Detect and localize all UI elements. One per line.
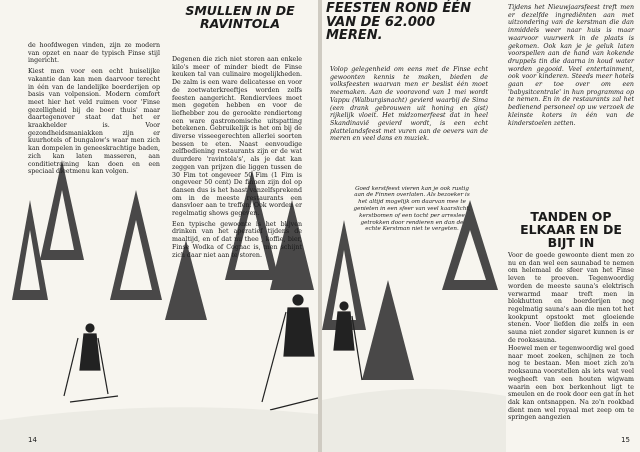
ravintola-column [172, 56, 302, 262]
paragraph: Degenen die zich niet storen aan enkele kilo's meer of minder biedt de Finse keuken tal van culinaire mogelijkheden. De zalm is een ware delicatesse en voor de zoetwaterkreeftjes worden zelfs feesten aangericht. Rendiervlees moet men gegeten hebben en voor de liefhebber zou de gerookte rendiertong een ware gastronomische uitspatting betekenen. Gebruikelijk is het om bij de diverse visseegerechten allerlei soorten bessen te eten. Naast eenvoudige zelfbediening restaurants zijn er de wat duurdere 'ravintola's', als je dat kan zeggen van prijzen die liggen tussen de 30 Fim tot ongeveer 50 Fim (1 Fim is ongeveer 50 cent) De finnen zijn dol op dansen dus is het haast vanzelfsprekend om in de meeste restaurants een dansvloer aan te treffen. Ook worden er regelmatig shows gegeven. [172, 56, 302, 218]
paragraph: Kiest men voor een echt huiselijke vakantie dan kan men daarvoor terecht in één van de landelijke boerderijen op basis van volpension. Modern comfort meet hier het veld ruimen voor 'Finse gezelligheid bij de boer thuis' maar daartegenover staat dat het er kraakhelder is. Voor gezondheidsmaniakken zijn er kuurhotels of bungalow's waar men zich kan dompelen in geneeskrachtige baden, zich kan laten masseren, aan conditietraining kan doen en een speciaal dieetmenu kan volgen. [28, 68, 160, 176]
skier-center-skis [270, 398, 318, 410]
rooksauna-column: Hoewel men er tegenwoordig wel goed naar moet zoeken, schijnen ze toch nog te bestaan. Men moet zich zo'n rooksauna voorstellen als iets wat veel wegheeft van een houten wigwam waarin een box berkenhout ligt te smeulen en de rook door een gat in het dak kan ontsnappen. Na zo'n rookbad dient men wel royaal met zeep om te springen aangezien [508, 345, 634, 422]
left-page [0, 0, 318, 452]
section-headline-ravintola: SMULLEN IN DE RAVINTOLA [185, 3, 295, 32]
photo-caption: Goed kerstfeest vieren kan je ook rustig aan de Finnen overlaten. Als bezoeker is het altijd mogelijk om daarvan mee te genieten in een sfeer van veel kaarslicht, kerstbomen of een tocht per arreslee getrokken door rendieren en dan de echte Kerstman niet te vergeten. [353, 185, 471, 233]
figure-head [340, 302, 348, 310]
sauna-column: Voor de goede gewoonte dient men zo nu en dan wel een saunabad te nemen om helemaal de sfeer van het Finse leven te proeven. Tegenwoordig worden de meeste sauna's elektrisch verwarmd maar treft men in blokhutten en boerderijen nog regelmatig sauna's aan die men tot het kookpunt opstookt met gloeiende stenen. Voor liefden die zelfs in een sauna niet zonder sigaret kunnen is er de rookasauna. [508, 252, 634, 344]
feesten-column: Volop gelegenheid om eens met de Finse echt gewoonten kennis te maken, bieden de volksfeesten waarvan men er beslist één moet meemaken. Aan de vooravond van 1 mei wordt Vappu (Walburgisnacht) gevierd waarbij de Sima (een drank gebrouwen uit honing en gist) rijkelijk vloeit. Het midzomerfeest dat in heel Skandinavië gevierd wordt, is een echt plattelandsfeest met vuren aan de oevers van de meren en veel dans en muziek. [330, 66, 488, 143]
section-headline-feesten: FEESTEN ROND ÉÉN VAN DE 62.000 MEREN. [326, 1, 472, 44]
page-number: 15 [621, 436, 630, 444]
page-number: 14 [28, 436, 37, 444]
tree-3 [362, 280, 414, 380]
paragraph: de hoofdwegen vinden, zijn ze modern van opzet en naar de typisch Finse stijl ingericht. [28, 42, 160, 65]
nieuwjaar-column: Tijdens het Nieuwjaarsfeest treft men er dezelfde ingrediënten aan met uitzondering van de kerstman die dan inmiddels weer naar huis is maar waarvoor vuurwerk in de plaats is gekomen. Ook kan je je geluk laten voorspellen aan de hand van kokende druppels tin die daarna in koud water worden gegooid. Veel entertainment, ook voor kinderen. Steeds meer hotels gaan er toe over om een 'babysitcentrale' in hun programma op te nemen. En in de restaurants zal het bedienend personeel op uw verzoek de kleinste koters in één van de kinderstoelen zetten. [508, 4, 634, 127]
skier-left-head [86, 324, 94, 332]
right-page [322, 0, 640, 452]
skier-left-skis [70, 396, 118, 402]
paragraph: Een typische gewoonte is het blijven drinken van het aperatief tijdens de maaltijd, en of dat nu thee , koffie, bier, Finse Wodka of Cognac is, men schijnt zich daar niet aan te storen. [172, 220, 302, 259]
skier-left-pole [64, 338, 78, 396]
section-headline-sauna: TANDEN OP ELKAAR EN DE BIJT IN [520, 209, 622, 251]
skier-center-body [284, 308, 314, 356]
skier-center-head [293, 295, 303, 305]
skier-left-body [80, 334, 100, 370]
intro-column [28, 42, 160, 179]
